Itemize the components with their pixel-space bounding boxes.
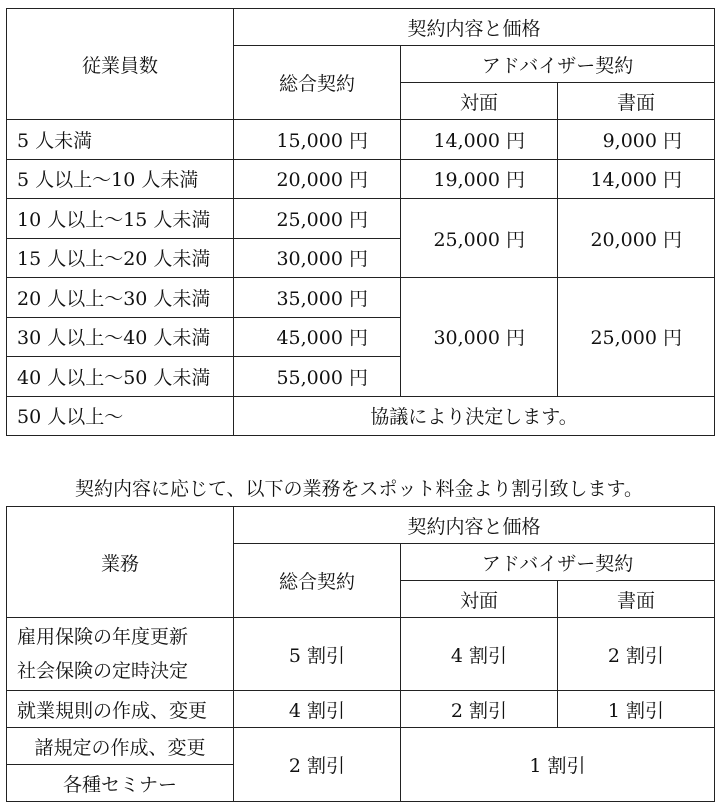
header-advisor-contract: アドバイザー契約 bbox=[401, 46, 715, 83]
table-row bbox=[7, 691, 715, 728]
header-total-contract: 総合契約 bbox=[234, 544, 401, 618]
table-row bbox=[7, 120, 715, 160]
work-item: 就業規則の作成、変更 bbox=[7, 691, 234, 728]
header-work: 業務 bbox=[7, 507, 234, 618]
face-discount: 4 割引 bbox=[401, 618, 558, 691]
header-written: 書面 bbox=[558, 581, 715, 618]
employee-range: 40 人以上～50 人未満 bbox=[7, 357, 234, 397]
discount-table bbox=[6, 506, 715, 802]
face-price: 19,000 円 bbox=[401, 159, 558, 199]
header-total-contract: 総合契約 bbox=[234, 46, 401, 120]
header-contract-price: 契約内容と価格 bbox=[234, 507, 715, 544]
work-line: 社会保険の定時決定 bbox=[17, 660, 189, 682]
employee-range: 5 人以上～10 人未満 bbox=[7, 159, 234, 199]
written-discount: 2 割引 bbox=[558, 618, 715, 691]
employee-range: 10 人以上～15 人未満 bbox=[7, 199, 234, 239]
total-discount: 4 割引 bbox=[234, 691, 401, 728]
employee-range: 50 人以上～ bbox=[7, 396, 234, 436]
employee-range: 20 人以上～30 人未満 bbox=[7, 278, 234, 318]
total-price: 45,000 円 bbox=[234, 317, 401, 357]
written-price: 9,000 円 bbox=[558, 120, 715, 160]
total-price: 15,000 円 bbox=[234, 120, 401, 160]
work-line: 雇用保険の年度更新 bbox=[17, 626, 189, 648]
employee-range: 5 人未満 bbox=[7, 120, 234, 160]
table-row bbox=[7, 728, 715, 765]
face-price: 25,000 円 bbox=[401, 199, 558, 278]
table-row bbox=[7, 278, 715, 318]
table-row bbox=[7, 199, 715, 239]
total-price: 20,000 円 bbox=[234, 159, 401, 199]
header-face-to-face: 対面 bbox=[401, 581, 558, 618]
total-price: 25,000 円 bbox=[234, 199, 401, 239]
face-discount: 2 割引 bbox=[401, 691, 558, 728]
table-row bbox=[7, 618, 715, 691]
face-price: 14,000 円 bbox=[401, 120, 558, 160]
table-row bbox=[7, 159, 715, 199]
header-advisor-contract: アドバイザー契約 bbox=[401, 544, 715, 581]
header-contract-price: 契約内容と価格 bbox=[234, 9, 715, 46]
employee-range: 15 人以上～20 人未満 bbox=[7, 238, 234, 278]
total-discount: 2 割引 bbox=[234, 728, 401, 802]
work-item bbox=[7, 618, 234, 691]
table-row bbox=[7, 396, 715, 436]
total-price: 35,000 円 bbox=[234, 278, 401, 318]
discount-note: 契約内容に応じて、以下の業務をスポット料金より割引致します。 bbox=[74, 478, 644, 500]
pricing-table bbox=[6, 8, 715, 436]
employee-range: 30 人以上～40 人未満 bbox=[7, 317, 234, 357]
work-item: 各種セミナー bbox=[7, 765, 234, 802]
written-price: 14,000 円 bbox=[558, 159, 715, 199]
advisor-discount: 1 割引 bbox=[401, 728, 715, 802]
written-price: 20,000 円 bbox=[558, 199, 715, 278]
total-discount: 5 割引 bbox=[234, 618, 401, 691]
work-item: 諸規定の作成、変更 bbox=[7, 728, 234, 765]
face-price: 30,000 円 bbox=[401, 278, 558, 397]
written-discount: 1 割引 bbox=[558, 691, 715, 728]
header-face-to-face: 対面 bbox=[401, 83, 558, 120]
negotiation-note: 協議により決定します。 bbox=[234, 396, 715, 436]
total-price: 55,000 円 bbox=[234, 357, 401, 397]
header-employees: 従業員数 bbox=[7, 9, 234, 120]
written-price: 25,000 円 bbox=[558, 278, 715, 397]
header-written: 書面 bbox=[558, 83, 715, 120]
total-price: 30,000 円 bbox=[234, 238, 401, 278]
